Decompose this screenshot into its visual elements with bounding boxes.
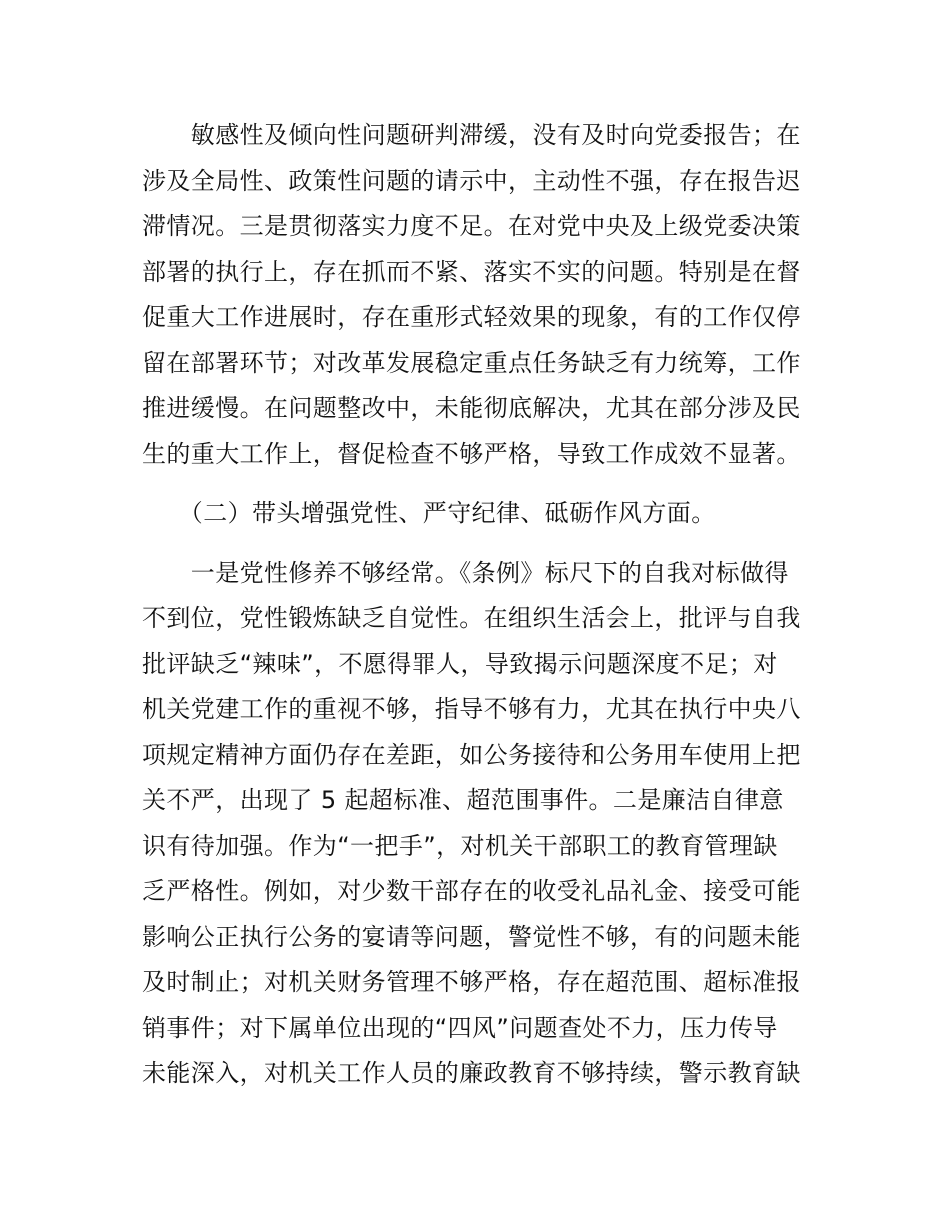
text-line: 部署的执行上，存在抓而不紧、落实不实的问题。特别是在督 xyxy=(142,257,801,286)
document-body xyxy=(142,113,822,1097)
section-heading: （二）带头增强党性、严守纪律、砥砺作风方面。 xyxy=(142,499,716,527)
text-line: 一是党性修养不够经常。《条例》标尺下的自我对标做得 xyxy=(142,558,789,587)
text-line: 销事件；对下属单位出现的“四风”问题查处不力，压力传导 xyxy=(142,1013,778,1042)
paragraph-2 xyxy=(142,551,822,1097)
text-line: 生的重大工作上，督促检查不够严格，导致工作成效不显著。 xyxy=(142,439,801,468)
text-line: 批评缺乏“辣味”，不愿得罪人，导致揭示问题深度不足；对 xyxy=(142,649,778,678)
text-line: 促重大工作进展时，存在重形式轻效果的现象，有的工作仅停 xyxy=(142,303,801,331)
text-line: 不到位，党性锻炼缺乏自觉性。在组织生活会上，批评与自我 xyxy=(142,604,801,632)
text-line: 项规定精神方面仍存在差距，如公务接待和公务用车使用上把 xyxy=(142,740,801,769)
text-line: 推进缓慢。在问题整改中，未能彻底解决，尤其在部分涉及民 xyxy=(142,394,801,422)
paragraph-1 xyxy=(142,113,822,477)
text-line: 识有待加强。作为“一把手”，对机关干部职工的教育管理缺 xyxy=(142,831,778,860)
text-line: 涉及全局性、政策性问题的请示中，主动性不强，存在报告迟 xyxy=(142,166,801,195)
text-line: 机关党建工作的重视不够，指导不够有力，尤其在执行中央八 xyxy=(142,695,801,723)
text-line: 乏严格性。例如，对少数干部存在的收受礼品礼金、接受可能 xyxy=(142,877,801,905)
text-line: 及时制止；对机关财务管理不够严格，存在超范围、超标准报 xyxy=(142,968,801,996)
text-line: 滞情况。三是贯彻落实力度不足。在对党中央及上级党委决策 xyxy=(142,212,801,240)
text-line: 未能深入，对机关工作人员的廉政教育不够持续，警示教育缺 xyxy=(142,1059,801,1087)
text-line: 影响公正执行公务的宴请等问题，警觉性不够，有的问题未能 xyxy=(142,922,801,951)
paragraph-spacer xyxy=(142,477,822,491)
text-line: 关不严，出现了 5 起超标准、超范围事件。二是廉洁自律意 xyxy=(142,786,784,814)
text-line: 留在部署环节；对改革发展稳定重点任务缺乏有力统筹，工作 xyxy=(142,348,801,377)
text-line: 敏感性及倾向性问题研判滞缓，没有及时向党委报告；在 xyxy=(142,121,801,149)
paragraph-spacer xyxy=(142,537,822,551)
